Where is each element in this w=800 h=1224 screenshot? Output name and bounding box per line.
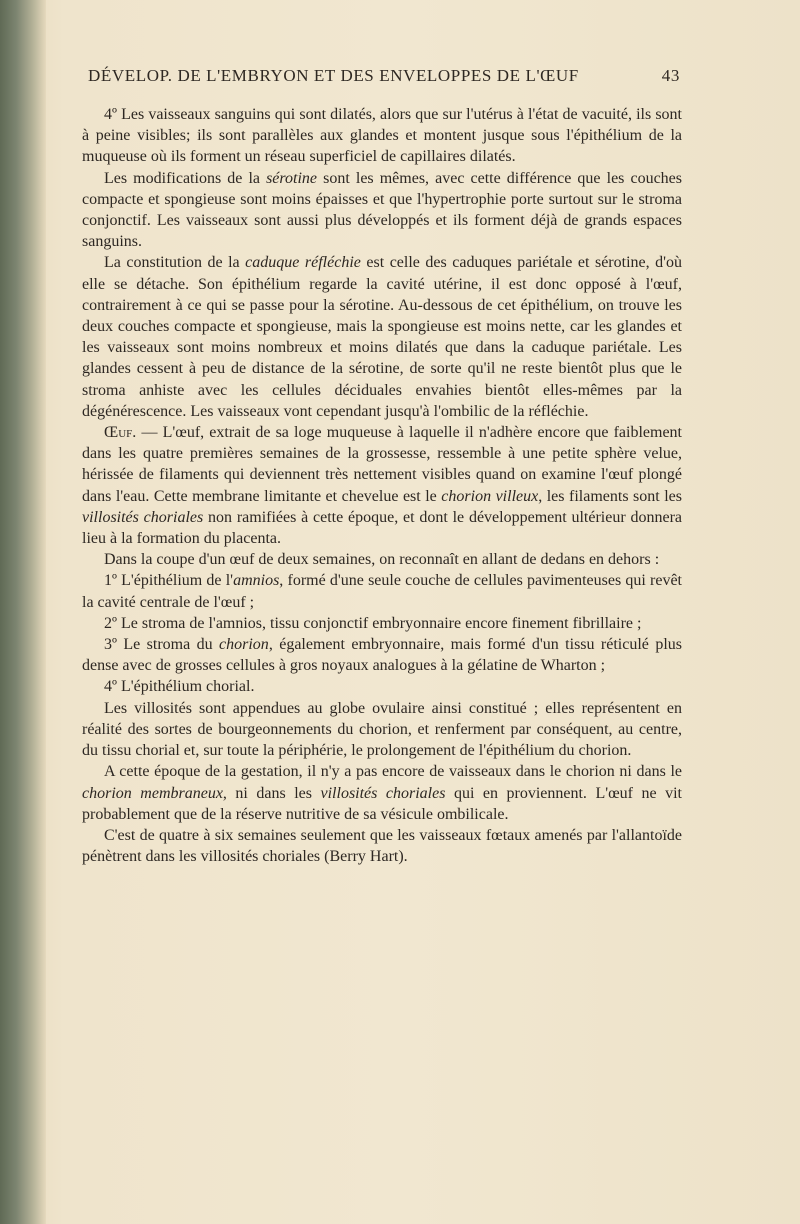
paragraph-berry-hart: C'est de quatre à six semaines seulement que les vaisseaux fœtaux amenés par l'allantoïde pénètrent dans les villosités choriales (Berry Hart).	[82, 826, 682, 866]
paragraph-gestation: A cette époque de la gestation, il n'y a pas encore de vaisseaux dans le chorion ni dans le chorion membraneux, ni dans les villosités choriales qui en proviennent. L'œuf ne vit probablement que de la réserve nutritive de sa vésicule ombilicale.	[82, 763, 682, 823]
paragraph-villosites: Les villosités sont appendues au globe ovulaire ainsi constitué ; elles représentent en réalité des sortes de bourgeonnements du chorion, et renferment par conséquent, au centre, du tissu chorial et, sur toute la périphérie, le prolongement de l'épithélium du chorion.	[82, 699, 682, 760]
book-spine-shadow	[0, 0, 46, 1224]
list-item-4: 4º L'épithélium chorial.	[104, 678, 255, 696]
paragraph-coupe: Dans la coupe d'un œuf de deux semaines, on reconnaît en allant de dedans en dehors :	[104, 551, 660, 569]
list-item-1: 1º L'épithélium de l'amnios, formé d'une seule couche de cellules pavimenteuses qui revêt la cavité centrale de l'œuf ;	[82, 572, 682, 611]
page-number: 43	[661, 66, 680, 85]
paragraph-caduque-reflechie: La constitution de la caduque réfléchie est celle des caduques pariétale et sérotine, d'où elle se détache. Son épithélium regarde la cavité utérine, il est donc opposé à l'œuf, contrairement à ce qui se passe pour la sérotine. Au-dessous de cet épithélium, on trouve les deux couches compacte et spongieuse, mais la spongieuse est moins nette, car les glandes et les vaisseaux sont moins nombreux et moins dilatés que dans la caduque pariétale. Les glandes cessent à peu de distance de la sérotine, de sorte qu'il ne reste bientôt plus que le stroma anhiste avec les cellules déciduales envahies bientôt elles-mêmes par la dégénérescence. Les vaisseaux vont cependant jusqu'à l'ombilic de la réfléchie.	[82, 254, 683, 420]
list-item-3: 3º Le stroma du chorion, également embryonnaire, mais formé d'un tissu réticulé plus dense avec de grosses cellules à gros noyaux analogues à la gélatine de Wharton ;	[82, 636, 682, 675]
paragraph-vaisseaux: 4º Les vaisseaux sanguins qui sont dilatés, alors que sur l'utérus à l'état de vacuité, ils sont à peine visibles; ils sont parallèles aux glandes et montent jusque sous l'épithélium de la muqueuse où ils forment un réseau superficiel de capillaires dilatés.	[82, 106, 682, 166]
list-item-2: 2º Le stroma de l'amnios, tissu conjonctif embryonnaire encore finement fibrillaire ;	[104, 614, 642, 632]
running-header	[88, 66, 680, 94]
paragraph-oeuf: Œuf. — L'œuf, extrait de sa loge muqueuse à laquelle il n'adhère encore que faiblement dans les quatre premières semaines de la grossesse, ressemble à une petite sphère velue, hérissée de filaments qui deviennent très nettement visibles quand on examine l'œuf plongé dans l'eau. Cette membrane limitante et chevelue est le chorion villeux, les filaments sont les villosités choriales non ramifiées à cette époque, et dont le développement ultérieur donnera lieu à la formation du placenta.	[82, 424, 683, 548]
body-text	[82, 104, 682, 867]
running-title: DÉVELOP. DE L'EMBRYON ET DES ENVELOPPES DE L'ŒUF	[88, 66, 579, 85]
paragraph-serotine: Les modifications de la sérotine sont les mêmes, avec cette différence que les couches compacte et spongieuse sont moins épaisses et que l'hypertrophie porte surtout sur le stroma conjonctif. Les vaisseaux sont aussi plus développés et ils forment déjà de grands espaces sanguins.	[82, 169, 683, 251]
